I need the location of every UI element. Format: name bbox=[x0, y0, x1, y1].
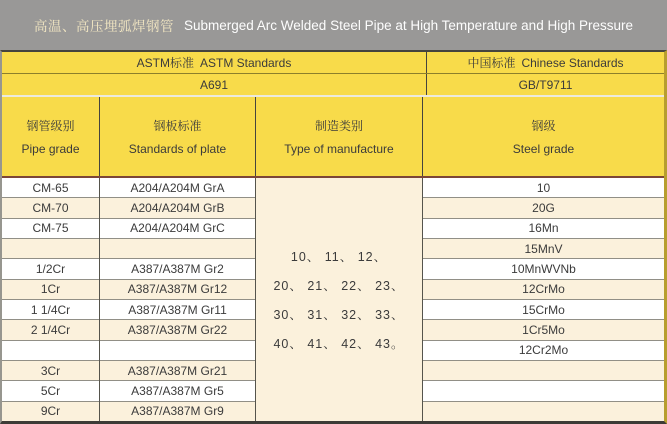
steel-grade-cell: 10 bbox=[423, 178, 664, 198]
steel-grade-cell bbox=[423, 361, 664, 381]
steel-grade-cell bbox=[423, 381, 664, 401]
column-header-pipe-grade-zh: 钢管级别 bbox=[26, 119, 75, 133]
column-header-steel-grade-zh: 钢级 bbox=[531, 119, 556, 133]
steel-grade-cell: 1Cr5Mo bbox=[423, 320, 664, 340]
column-header-standards-of-plate-en: Standards of plate bbox=[128, 142, 227, 156]
column-header-steel-grade-en: Steel grade bbox=[512, 142, 575, 156]
pipe-grade-cell: 3Cr bbox=[2, 361, 99, 381]
standards-table bbox=[0, 50, 667, 424]
steel-grade-cell: 12CrMo bbox=[423, 280, 664, 300]
standards-label-row bbox=[2, 52, 664, 73]
pipe-grade-cell: 1 1/4Cr bbox=[2, 300, 99, 320]
steel-grade-cell: 12Cr2Mo bbox=[423, 341, 664, 361]
page-title-english: Submerged Arc Welded Steel Pipe at High Temperature and High Pressure bbox=[183, 17, 633, 33]
data-grid bbox=[2, 176, 664, 421]
pipe-grade-column bbox=[2, 178, 100, 421]
pipe-grade-cell: CM-75 bbox=[2, 219, 99, 239]
steel-grade-cell bbox=[423, 402, 664, 421]
plate-standard-cell: A387/A387M Gr12 bbox=[100, 280, 255, 300]
plate-standard-cell bbox=[100, 239, 255, 259]
chinese-standard-value: GB/T9711 bbox=[518, 77, 573, 92]
manufacture-line: 30、 31、 32、 33、 bbox=[273, 308, 405, 322]
manufacture-line: 10、 11、 12、 bbox=[290, 250, 388, 264]
plate-standard-cell bbox=[100, 341, 255, 361]
plate-standard-cell: A204/A204M GrC bbox=[100, 219, 255, 239]
standards-value-row bbox=[2, 73, 664, 95]
type-of-manufacture-cell bbox=[256, 178, 423, 421]
steel-grade-cell: 16Mn bbox=[423, 219, 664, 239]
column-header-steel-grade bbox=[423, 97, 664, 176]
pipe-grade-cell: 1/2Cr bbox=[2, 259, 99, 279]
pipe-grade-cell: 5Cr bbox=[2, 381, 99, 401]
plate-standard-cell: A387/A387M Gr22 bbox=[100, 320, 255, 340]
column-header-type-of-manufacture bbox=[256, 97, 423, 176]
astm-standards-label bbox=[2, 52, 427, 73]
astm-standard-value: A691 bbox=[2, 74, 427, 95]
page-title-chinese: 高温、高压埋弧焊钢管 bbox=[33, 19, 174, 34]
column-header-pipe-grade-en: Pipe grade bbox=[21, 142, 80, 156]
steel-grade-cell: 15CrMo bbox=[423, 300, 664, 320]
plate-standard-column bbox=[100, 178, 256, 421]
steel-grade-cell: 20G bbox=[423, 198, 664, 218]
column-header-row bbox=[2, 97, 664, 176]
pipe-grade-cell: CM-65 bbox=[2, 178, 99, 198]
manufacture-line: 40、 41、 42、 43。 bbox=[273, 337, 405, 351]
pipe-grade-cell: 9Cr bbox=[2, 402, 99, 421]
astm-standards-label-zh: ASTM标准 bbox=[136, 56, 194, 70]
plate-standard-cell: A387/A387M Gr11 bbox=[100, 300, 255, 320]
pipe-grade-cell: 1Cr bbox=[2, 280, 99, 300]
pipe-grade-cell bbox=[2, 341, 99, 361]
title-bar bbox=[0, 0, 667, 50]
column-header-type-of-manufacture-en: Type of manufacture bbox=[284, 142, 394, 156]
pipe-grade-cell: 2 1/4Cr bbox=[2, 320, 99, 340]
plate-standard-cell: A387/A387M Gr9 bbox=[100, 402, 255, 421]
manufacture-line: 20、 21、 22、 23、 bbox=[273, 279, 405, 293]
steel-grade-cell: 10MnWVNb bbox=[423, 259, 664, 279]
chinese-standards-label-en: Chinese Standards bbox=[521, 55, 624, 70]
column-header-standards-of-plate bbox=[100, 97, 256, 176]
plate-standard-cell: A387/A387M Gr21 bbox=[100, 361, 255, 381]
chinese-standards-label-zh: 中国标准 bbox=[467, 56, 516, 70]
steel-grade-column bbox=[423, 178, 664, 421]
column-header-pipe-grade bbox=[2, 97, 100, 176]
column-header-standards-of-plate-zh: 钢板标准 bbox=[153, 119, 202, 133]
pipe-grade-cell bbox=[2, 239, 99, 259]
column-header-type-of-manufacture-zh: 制造类别 bbox=[314, 119, 363, 133]
steel-grade-cell: 15MnV bbox=[423, 239, 664, 259]
plate-standard-cell: A204/A204M GrB bbox=[100, 198, 255, 218]
chinese-standards-label bbox=[427, 52, 664, 73]
pipe-grade-cell: CM-70 bbox=[2, 198, 99, 218]
astm-standards-label-en: ASTM Standards bbox=[199, 55, 292, 70]
plate-standard-cell: A204/A204M GrA bbox=[100, 178, 255, 198]
plate-standard-cell: A387/A387M Gr5 bbox=[100, 381, 255, 401]
plate-standard-cell: A387/A387M Gr2 bbox=[100, 259, 255, 279]
